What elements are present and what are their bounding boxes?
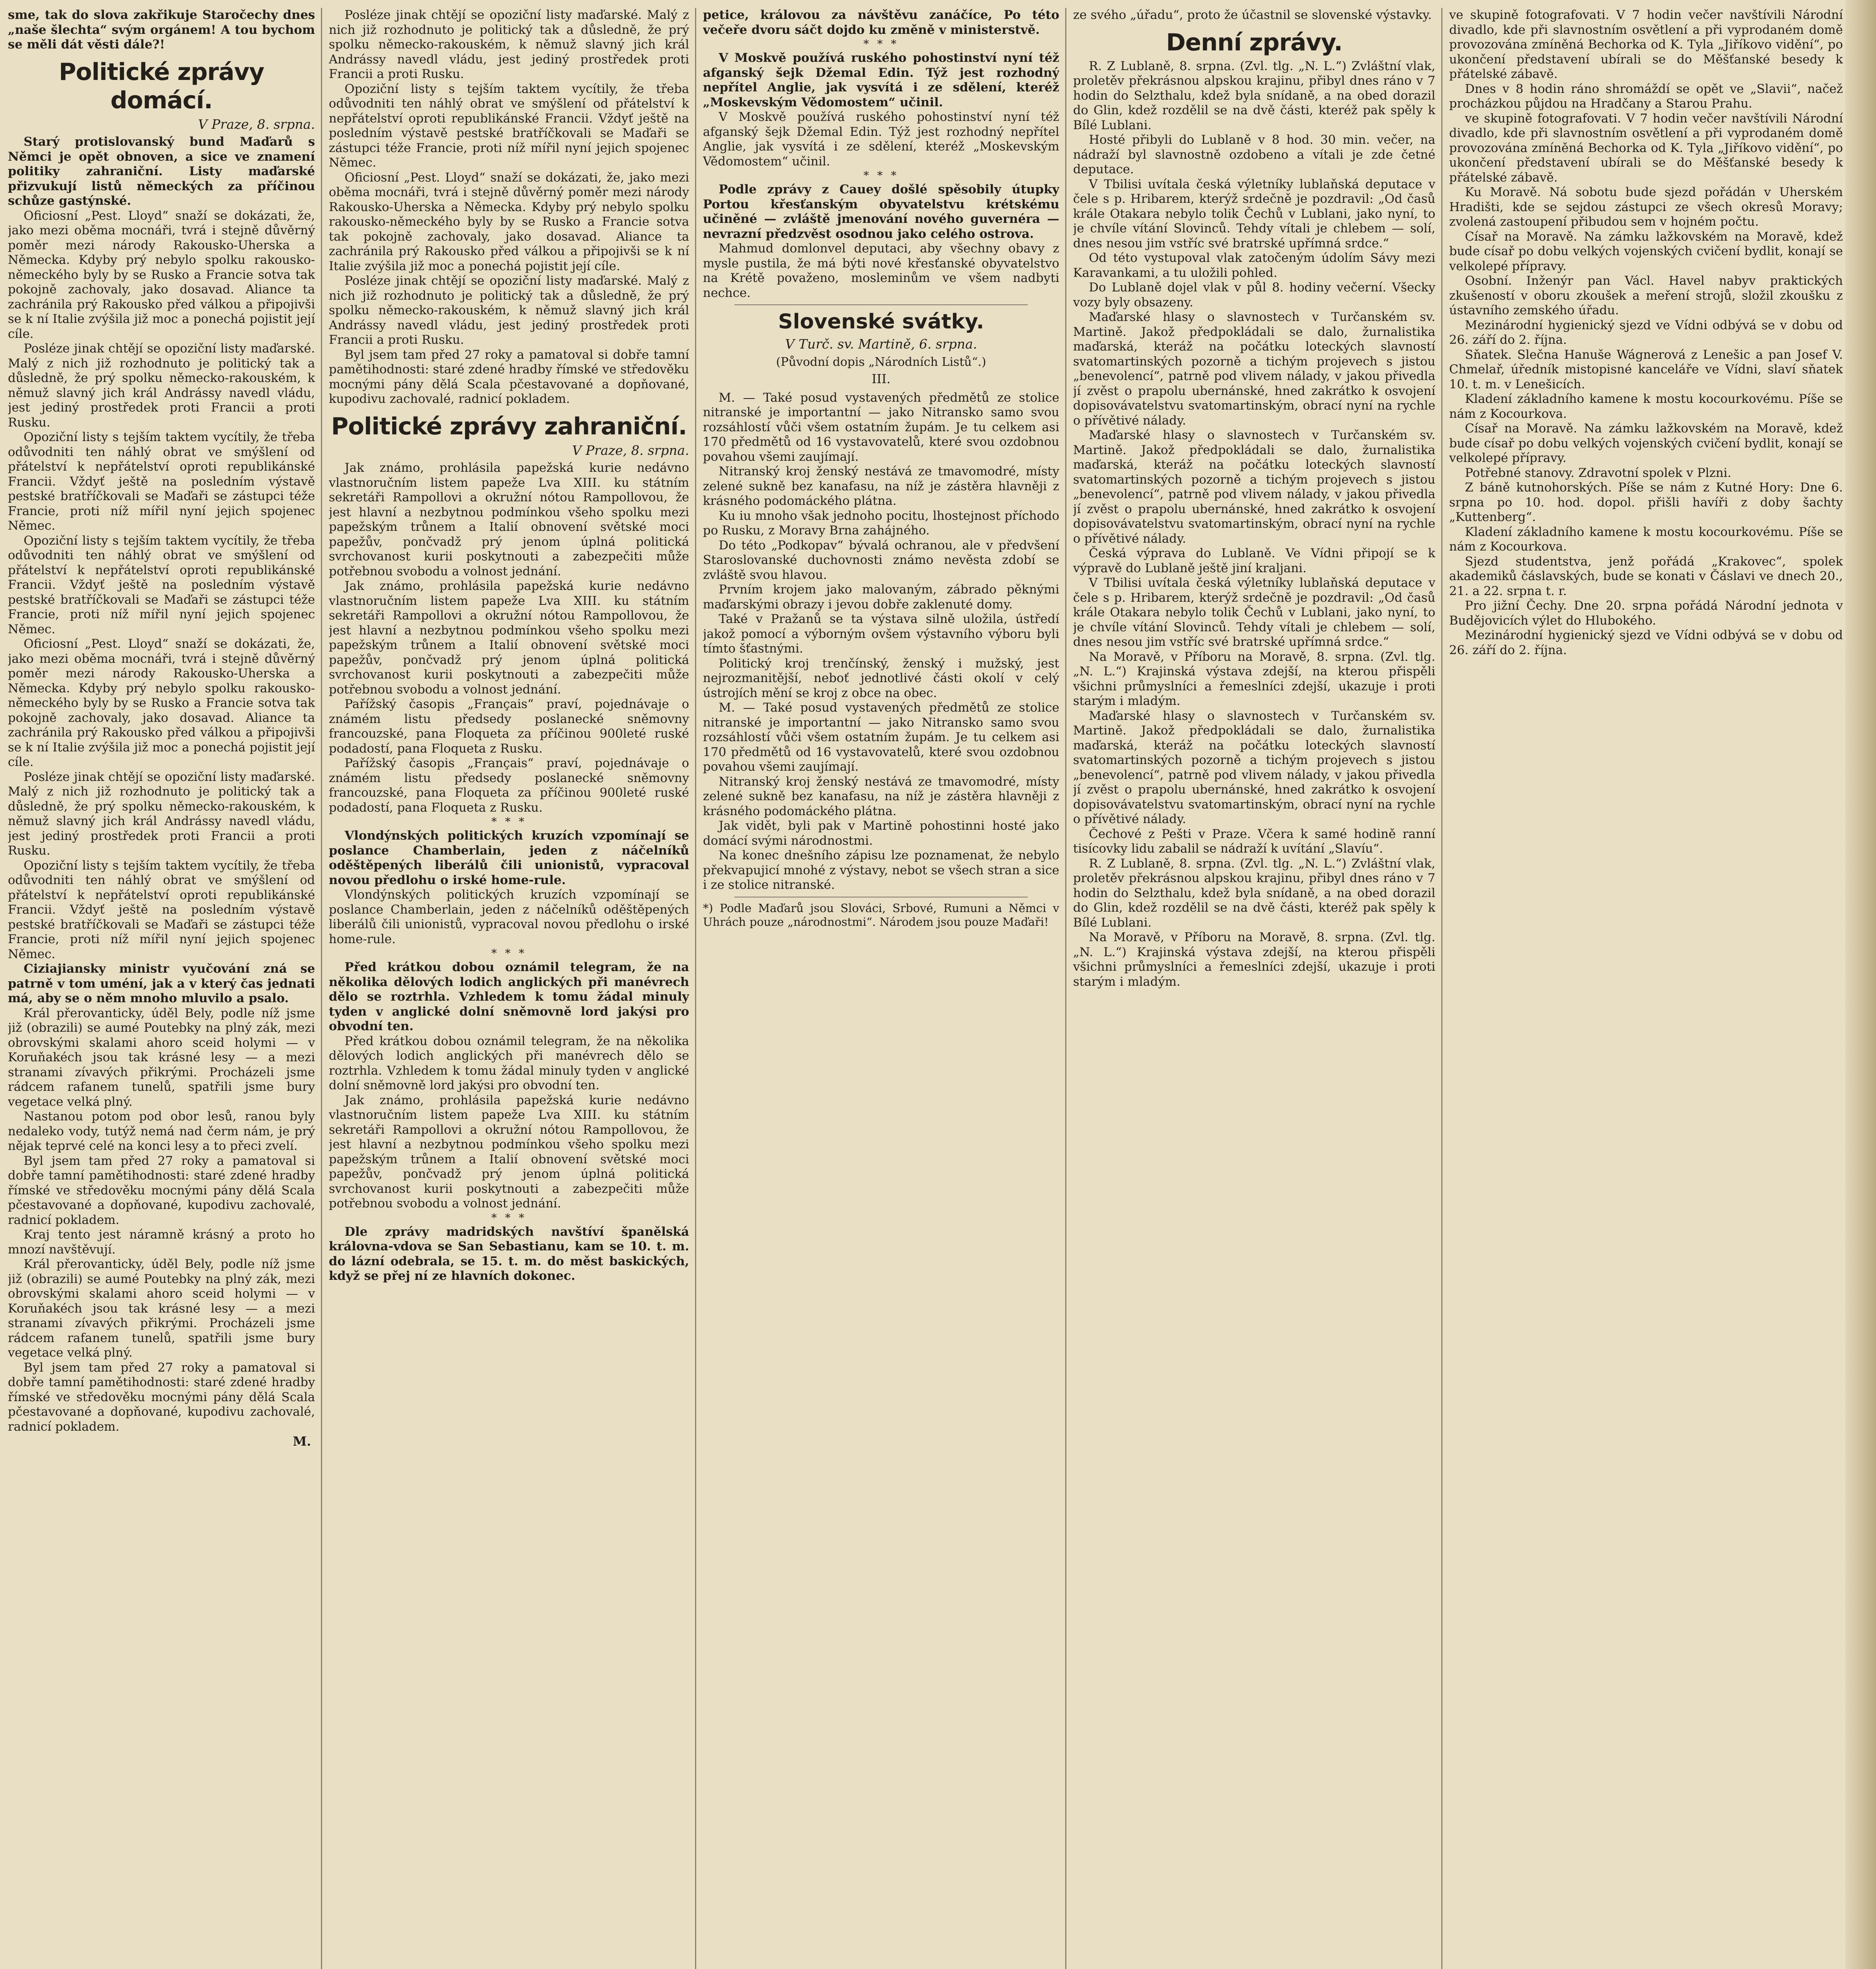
column-divider <box>321 8 322 1969</box>
article-paragraph: Na Moravě, v Příboru na Moravě, 8. srpna. (Zvl. tlg. „N. L.“) Krajinská výstava zdejší, na kterou přispěli všichni průmyslníci a řemeslníci zdejší, ukazuje i proti starým i mladým. <box>1073 649 1435 708</box>
article-paragraph: Jak známo, prohlásila papežská kurie nedávno vlastnoručním listem papeže Lva XIII. ku státním sekretáři Rampollovi a okružní nótou Rampollovou, že jest hlavní a nezbytnou podmínkou všeho spolku mezi papežským trůnem a Italií obnovení světské moci papežův, pončvadž prý jenom úplná politická svrchovanost kurii poskytnouti a zabezpečiti může potřebnou svobodu a volnost jednání. <box>329 1093 689 1211</box>
part-number: III. <box>871 371 891 386</box>
article-paragraph: Politický kroj trenčínský, ženský i mužský, jest nejrozmanitější, neboť jednotlivé části okolí v celý ústrojích mění se kroj z obce na obec. <box>703 656 1059 700</box>
article-paragraph: Kladení základního kamene k mostu kocourkovému. Píše se nám z Kocourkova. <box>1449 392 1843 421</box>
column-divider <box>1441 8 1442 1969</box>
article-paragraph: Podle zprávy z Cauey došlé spěsobily útupky Portou křesťanským obyvatelstvu krétskému učiněné — zvláště jmenování nového guvernéra — nevrazní předzvěst osodnou jako celého ostrova. <box>703 182 1059 241</box>
article-paragraph: ve skupině fotografovati. V 7 hodin večer navštívili Národní divadlo, kde při slavnostním osvětlení a při vyprodaném domě provozována zmíněná Bechorka od K. Tyla „Jiříkovo vidění“, po ukončení představení ubírali se do Měšťanské besedy k přátelské zábavě. <box>1449 8 1843 81</box>
article-paragraph: Byl jsem tam před 27 roky a pamatoval si dobře tamní pamětihodnosti: staré zdené hradby římské ve středověku mocnými pány dělá Scala pčestavované a dopňované, kupodivu zachovalé, radnicí pokladem. <box>329 347 689 406</box>
dateline-domestic: V Praze, 8. srpna. <box>198 116 315 132</box>
article-paragraph: Pro jižní Čechy. Dne 20. srpna pořádá Národní jednota v Budějovicích výlet do Hlubokého. <box>1449 599 1843 628</box>
article-paragraph: Oficiosní „Pest. Lloyd“ snaží se dokázati, že, jako mezi oběma mocnáři, tvrá i stejně důvěrný poměr mezi národy Rakousko-Uherska a Německa. Kdyby prý nebylo spolku rakousko-německého byly by se Rusko a Francie sotva tak pokojně zachovaly, jako dosavad. Aliance ta zachránila prý Rakousko před válkou a připojivši se k ní Italie zvýšila již moc a ponechá pojistit její cíle. <box>8 208 315 341</box>
article-paragraph: Ku Moravě. Ná sobotu bude sjezd pořádán v Uherském Hradišti, kde se sejdou zástupci ze všech okresů Moravy; zvolená zastoupení přibudou sem v hojném počtu. <box>1449 185 1843 229</box>
article-paragraph: Posléze jinak chtějí se opoziční listy maďarské. Malý z nich již rozhodnuto je politický tak a důsledně, že prý spolku německo-rakouském, k němuž slavný jich král Andrássy navedl vládu, jest jediný prostředek proti Francii a proti Rusku. <box>8 769 315 858</box>
article-paragraph: Maďarské hlasy o slavnostech v Turčanském sv. Martině. Jakož předpokládali se dalo, žurnalistika maďarská, kteráž na počátku loteckých slavností svatomartinských pozorně a tichým projevech s jistou „benevolencí“, patrně pod vlivem nálady, v jakou přivedla jí zvěst o prapolu ubernánské, hned zakrátko k osvojení dopisovávatelstvu svatomartinským, obrací nyní na rychle o přívětivé nálady. <box>1073 708 1435 826</box>
article-paragraph: Dnes v 8 hodin ráno shromáždí se opět ve „Slavii“, načež procházkou půjdou na Hradčany a Starou Prahu. <box>1449 82 1843 111</box>
separator: * * * <box>491 1211 527 1224</box>
section-title-slovak: Slovenské svátky. <box>778 310 984 334</box>
separator: * * * <box>491 947 527 960</box>
article-paragraph: ve skupině fotografovati. V 7 hodin večer navštívili Národní divadlo, kde při slavnostním osvětlení a při vyprodaném domě provozována zmíněná Bechorka od K. Tyla „Jiříkovo vidění“, po ukončení představení ubírali se do Měšťanské besedy k přátelské zábavě. <box>1449 111 1843 185</box>
dateline-slovak: V Turč. sv. Martině, 6. srpna. <box>785 336 977 352</box>
article-paragraph: Na Moravě, v Příboru na Moravě, 8. srpna. (Zvl. tlg. „N. L.“) Krajinská výstava zdejší, na kterou přispěli všichni průmyslníci a řemeslníci zdejší, ukazuje i proti starým i mladým. <box>1073 930 1435 989</box>
article-paragraph: Posléze jinak chtějí se opoziční listy maďarské. Malý z nich již rozhodnuto je politický tak a důsledně, že prý spolku německo-rakouském, k němuž slavný jich král Andrássy navedl vládu, jest jediný prostředek proti Francii a proti Rusku. <box>329 274 689 347</box>
article-paragraph: Císař na Moravě. Na zámku lažkovském na Moravě, kdež bude císař po dobu velkých vojenských cvičení bydlit, konají se velkolepé přípravy. <box>1449 421 1843 465</box>
article-paragraph: Také v Pražanů se ta výstava silně uložila, ústředí jakož pomocí a výborným ovšem výstavního výboru byli tímto šťastnými. <box>703 612 1059 656</box>
article-paragraph: Mezinárodní hygienický sjezd ve Vídni odbývá se v dobu od 26. září do 2. října. <box>1449 318 1843 347</box>
col4-top-fragment: ze svého „úřadu“, proto že účastnil se slovenské výstavky. <box>1073 8 1432 22</box>
article-paragraph: Opoziční listy s tejším taktem vycítily, že třeba odůvodniti ten náhlý obrat ve smýšlení od přátelství k nepřátelství oproti republikánské Francii. Vždyť ještě na posledním výstavě pestské bratříčkovali se Maďaři se zástupci téže Francie, proti níž mířil nyní jejich spojenec Němec. <box>8 858 315 961</box>
column-3 <box>703 8 1059 1969</box>
dateline-foreign: V Praze, 8. srpna. <box>572 442 689 458</box>
article-paragraph: Maďarské hlasy o slavnostech v Turčanském sv. Martině. Jakož předpokládali se dalo, žurnalistika maďarská, kteráž na počátku loteckých slavností svatomartinských pozorně a tichým projevech s jistou „benevolencí“, patrně pod vlivem nálady, v jakou přivedla jí zvěst o prapolu ubernánské, hned zakrátko k osvojení dopisovávatelstvu svatomartinským, obrací nyní na rychle o přívětivé nálady. <box>1073 310 1435 428</box>
article-paragraph: Na konec dnešního zápisu lze poznamenat, že nebylo překvapujicí mnohé z výstavy, nebot se všech stran a sice i ze stolice nitranské. <box>703 848 1059 892</box>
article-paragraph: Král přerovanticky, úděl Bely, podle níž jsme již (obrazili) se aumé Poutebky na plný zák, mezi obrovskými skalami ahoro sceid holymi — v Koruňakéch jsou tak krásné lesy — a mezi stranami zívavých přikrými. Procházeli jsme rádcem rafanem tunelů, spatřili jsme bury vegetace velká plný. <box>8 1257 315 1360</box>
column-divider <box>1065 8 1066 1969</box>
article-paragraph: Ciziajiansky ministr vyučování zná se patrně v tom uméní, jak a v který čas jednati má, aby se o něm mnoho mluvilo a psalo. <box>8 962 315 1005</box>
article-paragraph: Jak známo, prohlásila papežská kurie nedávno vlastnoručním listem papeže Lva XIII. ku státním sekretáři Rampollovi a okružní nótou Rampollovou, že jest hlavní a nezbytnou podmínkou všeho spolku mezi papežským trůnem a Italií obnovení světské moci papežův, pončvadž prý jenom úplná politická svrchovanost kurii poskytnouti a zabezpečiti může potřebnou svobodu a volnost jednání. <box>329 579 689 697</box>
article-paragraph: Maďarské hlasy o slavnostech v Turčanském sv. Martině. Jakož předpokládali se dalo, žurnalistika maďarská, kteráž na počátku loteckých slavností svatomartinských pozorně a tichým projevech s jistou „benevolencí“, patrně pod vlivem nálady, v jakou přivedla jí zvěst o prapolu ubernánské, hned zakrátko k osvojení dopisovávatelstvu svatomartinským, obrací nyní na rychle o přívětivé nálady. <box>1073 428 1435 546</box>
article-paragraph: Sjezd studentstva, jenž pořádá „Krakovec“, spolek akademiků čáslavských, bude se konati v Čáslavi ve dnech 20., 21. a 22. srpna t. r. <box>1449 554 1843 598</box>
article-paragraph: Do Lublaně dojel vlak v půl 8. hodiny večerní. Všecky vozy byly obsazeny. <box>1073 280 1435 310</box>
separator: * * * <box>863 37 899 50</box>
top-fragment: sme, tak do slova zakřikuje Staročechy dnes „naše šlechta“ svým orgánem! A tou bychom se měli dát věsti dále?! <box>8 8 315 52</box>
article-paragraph: Kraj tento jest náramně krásný a proto ho mnozí navštěvují. <box>8 1227 315 1257</box>
article-paragraph: Byl jsem tam před 27 roky a pamatoval si dobře tamní pamětihodnosti: staré zdené hradby římské ve středověku mocnými pány dělá Scala pčestavované a dopňované, kupodivu zachovalé, radnicí pokladem. <box>8 1360 315 1434</box>
article-paragraph: Potřebné stanovy. Zdravotní spolek v Plzni. <box>1465 465 1731 480</box>
article-paragraph: Oficiosní „Pest. Lloyd“ snaží se dokázati, že, jako mezi oběma mocnáři, tvrá i stejně důvěrný poměr mezi národy Rakousko-Uherska a Německa. Kdyby prý nebylo spolku rakousko-německého byly by se Rusko a Francie sotva tak pokojně zachovaly, jako dosavad. Aliance ta zachránila prý Rakousko před válkou a připojivši se k ní Italie zvýšila již moc a ponechá pojistit její cíle. <box>329 170 689 273</box>
article-paragraph: M. — Také posud vystavených předmětů ze stolice nitranské je importantní — jako Nitransko samo svou rozsáhlostí vůči všem ostatním župám. Je tu celkem asi 170 předmětů od 16 vystavovatelů, které svou ozdobnou povahou všemi zaujímají. <box>703 390 1059 464</box>
article-paragraph: V Moskvě používá ruského pohostinství nyní též afganský šejk Džemal Edin. Týž jest rozhodný nepřítel Anglie, jak vysvítá i ze sdělení, kteréž „Moskevským Vědomostem“ učinil. <box>703 110 1059 169</box>
article-paragraph: Císař na Moravě. Na zámku lažkovském na Moravě, kdež bude císař po dobu velkých vojenských cvičení bydlit, konají se velkolepé přípravy. <box>1449 229 1843 273</box>
article-paragraph: Vlondýnských politických kruzích vzpomínají se poslance Chamberlain, jeden z náčelníků oděštěpených liberálů čili unionistů, vypracoval novou předlohu o irské home-rule. <box>329 829 689 887</box>
article-paragraph: V Tbilisi uvítala česká výletníky lublaňská deputace v čele s p. Hribarem, kterýž srdečně je pozdravil: „Od časů krále Otakara nebylo tolik Čechů v Lublani, jako nyní, to je chvíle vítání Slovinců. Tehdy vítali je chlebem — solí, dnes nesou jim vstříc své bratrské upřímná srdce.“ <box>1073 177 1435 250</box>
separator: * * * <box>491 815 527 828</box>
article-paragraph: Česká výprava do Lublaně. Ve Vídni připojí se k výpravě do Lublaně ještě jiní kraljani. <box>1073 546 1435 575</box>
article-paragraph: Posléze jinak chtějí se opoziční listy maďarské. Malý z nich již rozhodnuto je politický tak a důsledně, že prý spolku německo-rakouském, k němuž slavný jich král Andrássy navedl vládu, jest jediný prostředek proti Francii a proti Rusku. <box>329 8 689 81</box>
article-paragraph: Prvním krojem jako malovaným, zábrado pěknými maďarskými obrazy i jevou dobře zaklenuté domy. <box>703 582 1059 612</box>
article-paragraph: R. Z Lublaně, 8. srpna. (Zvl. tlg. „N. L.“) Zvláštní vlak, proletěv překrásnou alpskou krajinu, přibyl dnes ráno v 7 hodin do Selzthalu, kdež byla snídaně, a na obed dorazil do Glin, kdež rozdělil se na dvě části, kteréž pak spěly k Bílé Lublani. <box>1073 856 1435 930</box>
section-title-foreign: Politické zprávy zahraniční. <box>331 412 687 440</box>
article-paragraph: Kladení základního kamene k mostu kocourkovému. Píše se nám z Kocourkova. <box>1449 525 1843 554</box>
footnote: *) Podle Maďarů jsou Slováci, Srbové, Rumuni a Němci v Uhrách pouze „národnostmi“. Národem jsou pouze Maďaři! <box>703 901 1059 929</box>
article-paragraph: Osobní. Inženýr pan Václ. Havel nabyv praktických zkušeností v oboru zkoušek a meření strojů, složil zkoušku z ústavního zemského úřadu. <box>1449 274 1843 317</box>
article-paragraph: Mezinárodní hygienický sjezd ve Vídni odbývá se v dobu od 26. září do 2. října. <box>1449 628 1843 657</box>
column-2 <box>329 8 689 1969</box>
article-paragraph: Opoziční listy s tejším taktem vycítily, že třeba odůvodniti ten náhlý obrat ve smýšlení od přátelství k nepřátelství oproti republikánské Francii. Vždyť ještě na posledním výstavě pestské bratříčkovali se Maďaři se zástupci téže Francie, proti níž mířil nyní jejich spojenec Němec. <box>329 82 689 170</box>
article-paragraph: Od této vystupoval vlak zatočeným údolím Sávy mezi Karavankami, a tu uložili pohled. <box>1073 251 1435 280</box>
article-paragraph: Jak známo, prohlásila papežská kurie nedávno vlastnoručním listem papeže Lva XIII. ku státním sekretáři Rampollovi a okružní nótou Rampollovou, že jest hlavní a nezbytnou podmínkou všeho spolku mezi papežským trůnem a Italií obnovení světské moci papežův, pončvadž prý jenom úplná politická svrchovanost kurii poskytnouti a zabezpečiti může potřebnou svobodu a volnost jednání. <box>329 461 689 578</box>
article-paragraph: Posléze jinak chtějí se opoziční listy maďarské. Malý z nich již rozhodnuto je politický tak a důsledně, že prý spolku německo-rakouském, k němuž slavný jich král Andrássy navedl vládu, jest jediný prostředek proti Francii a proti Rusku. <box>8 341 315 430</box>
section-title-daily: Denní zprávy. <box>1166 28 1342 56</box>
article-paragraph: M. — Také posud vystavených předmětů ze stolice nitranské je importantní — jako Nitransko samo svou rozsáhlostí vůči všem ostatním župám. Je tu celkem asi 170 předmětů od 16 vystavovatelů, které svou ozdobnou povahou všemi zaujímají. <box>703 701 1059 774</box>
section-title-domestic: Politické zprávy domácí. <box>59 58 264 114</box>
article-paragraph: Starý protislovanský bund Maďarů s Němci je opět obnoven, a sice ve znamení politiky zahraniční. Listy maďarské přizvukují listů německých za příčinou schůze gastýnské. <box>8 135 315 208</box>
signature: M. <box>293 1434 311 1449</box>
column-5 <box>1449 8 1843 1969</box>
article-paragraph: Nastanou potom pod obor lesů, ranou byly nedaleko vody, tutýž nemá nad čerm nám, je prý nějak teprvé celé na konci lesy a to přeci zvelí. <box>8 1109 315 1153</box>
article-paragraph: Nitranský kroj ženský nestává ze tmavomodré, místy zelené sukně bez kanafasu, na níž je zástěra hlavněji z krásného podomáckého plátna. <box>703 774 1059 818</box>
article-paragraph: Oficiosní „Pest. Lloyd“ snaží se dokázati, že, jako mezi oběma mocnáři, tvrá i stejně důvěrný poměr mezi národy Rakousko-Uherska a Německa. Kdyby prý nebylo spolku rakousko-německého byly by se Rusko a Francie sotva tak pokojně zachovaly, jako dosavad. Aliance ta zachránila prý Rakousko před válkou a připojivši se k ní Italie zvýšila již moc a ponechá pojistit její cíle. <box>8 637 315 769</box>
article-paragraph: Před krátkou dobou oznámil telegram, že na několika dělových lodich anglických při manévrech dělo se roztrhla. Vzhledem k tomu žádal minuly tyden v anglické dolní sněmovně lord jakýsi pro obvodní ten. <box>329 960 689 1033</box>
article-paragraph: Opoziční listy s tejším taktem vycítily, že třeba odůvodniti ten náhlý obrat ve smýšlení od přátelství k nepřátelství oproti republikánské Francii. Vždyť ještě na posledním výstavě pestské bratříčkovali se Maďaři se zástupci téže Francie, proti níž mířil nyní jejich spojenec Němec. <box>8 533 315 636</box>
page-edge-shadow <box>1845 0 1876 1969</box>
article-paragraph: Pařížský časopis „Français“ praví, pojednávaje o známém listu předsedy poslanecké sněmovny francouzské, pana Floqueta za příčinou 900leté ruské podadostí, pana Floqueta z Rusku. <box>329 756 689 815</box>
article-paragraph: Jak vidět, byli pak v Martině pohostinni hosté jako domácí svými národnostmi. <box>703 819 1059 848</box>
article-paragraph: Vlondýnských politických kruzích vzpomínají se poslance Chamberlain, jeden z náčelníků oděštěpených liberálů čili unionistů, vypracoval novou předlohu o irské home-rule. <box>329 888 689 946</box>
rule <box>734 304 1028 305</box>
separator: * * * <box>863 169 899 182</box>
article-paragraph: Mahmud domlonvel deputaci, aby všechny obavy z mysle pustila, že má býti nové křesťanské obyvatelstvo na Krétě považeno, mosleminům ve všem nadbyti nechce. <box>703 241 1059 300</box>
article-paragraph: Před krátkou dobou oznámil telegram, že na několika dělových lodich anglických při manévrech dělo se roztrhla. Vzhledem k tomu žádal minuly tyden v anglické dolní sněmovně lord jakýsi pro obvodní ten. <box>329 1034 689 1092</box>
article-paragraph: Opoziční listy s tejším taktem vycítily, že třeba odůvodniti ten náhlý obrat ve smýšlení od přátelství k nepřátelství oproti republikánské Francii. Vždyť ještě na posledním výstavě pestské bratříčkovali se Maďaři se zástupci téže Francie, proti níž mířil nyní jejich spojenec Němec. <box>8 430 315 533</box>
article-paragraph: Z báně kutnohorských. Píše se nám z Kutné Hory: Dne 6. srpna po 10. hod. dopol. přišli havíři z doby šachty „Kuttenberg“. <box>1449 480 1843 524</box>
article-paragraph: Pařížský časopis „Français“ praví, pojednávaje o známém listu předsedy poslanecké sněmovny francouzské, pana Floqueta za příčinou 900leté ruské podadostí, pana Floqueta z Rusku. <box>329 697 689 756</box>
article-paragraph: Čechové z Pešti v Praze. Včera k samé hodině ranní tisícovky lidu zabalil se nádraží k uvítání „Slavíu“. <box>1073 827 1435 856</box>
article-paragraph: V Moskvě používá ruského pohostinství nyní též afganský šejk Džemal Edin. Týž jest rozhodný nepřítel Anglie, jak vysvítá i ze sdělení, kteréž „Moskevským Vědomostem“ učinil. <box>703 51 1059 109</box>
article-paragraph: Sňatek. Slečna Hanuše Wágnerová z Lenešic a pan Josef V. Chmelař, úředník mistopisné kanceláře ve Vídni, slaví sňatek 10. t. m. v Lenešicích. <box>1449 347 1843 391</box>
article-paragraph: Ku iu mnoho však jednoho pocitu, lhostejnost příchodo po Rusku, z Moravy Brna zahájného. <box>703 508 1059 538</box>
column-1 <box>8 8 315 1969</box>
source-note: (Původní dopis „Národních Listů“.) <box>776 355 986 369</box>
column-divider <box>695 8 696 1969</box>
article-paragraph: Do této „Podkopav“ bývalá ochranou, ale v předvšení Staroslovanské duchovnosti známo nevěsta zdobí se zvláště svou hlavou. <box>703 538 1059 582</box>
middle-top-fragment: petice, královou za návštěvu zanáčíce, Po této večeře dvoru sáčt dojdo ku změně v ministerstvě. <box>703 8 1059 37</box>
article-paragraph: Král přerovanticky, úděl Bely, podle níž jsme již (obrazili) se aumé Poutebky na plný zák, mezi obrovskými skalami ahoro sceid holymi — v Koruňakéch jsou tak krásné lesy — a mezi stranami zívavých přikrými. Procházeli jsme rádcem rafanem tunelů, spatřili jsme bury vegetace velká plný. <box>8 1006 315 1109</box>
article-paragraph: Byl jsem tam před 27 roky a pamatoval si dobře tamní pamětihodnosti: staré zdené hradby římské ve středověku mocnými pány dělá Scala pčestavované a dopňované, kupodivu zachovalé, radnicí pokladem. <box>8 1153 315 1227</box>
article-paragraph: Hosté přibyli do Lublaně v 8 hod. 30 min. večer, na nádraží byl slavnostně ozdobeno a vítali je zde četné deputace. <box>1073 133 1435 176</box>
article-paragraph: V Tbilisi uvítala česká výletníky lublaňská deputace v čele s p. Hribarem, kterýž srdečně je pozdravil: „Od časů krále Otakara nebylo tolik Čechů v Lublani, jako nyní, to je chvíle vítání Slovinců. Tehdy vítali je chlebem — solí, dnes nesou jim vstříc své bratrské upřímná srdce.“ <box>1073 576 1435 649</box>
article-paragraph: Dle zprávy madridských navštíví španělská královna-vdova se San Sebastianu, kam se 10. t. m. do lázní odebrala, se 15. t. m. do měst baskických, když se přej ní ze hlavních dokonec. <box>329 1224 689 1283</box>
column-4 <box>1073 8 1435 1969</box>
article-paragraph: R. Z Lublaně, 8. srpna. (Zvl. tlg. „N. L.“) Zvláštní vlak, proletěv překrásnou alpskou krajinu, přibyl dnes ráno v 7 hodin do Selzthalu, kdež byla snídaně, a na obed dorazil do Glin, kdež rozdělil se na dvě části, kteréž pak spěly k Bílé Lublani. <box>1073 59 1435 132</box>
article-paragraph: Nitranský kroj ženský nestává ze tmavomodré, místy zelené sukně bez kanafasu, na níž je zástěra hlavněji z krásného podomáckého plátna. <box>703 464 1059 508</box>
